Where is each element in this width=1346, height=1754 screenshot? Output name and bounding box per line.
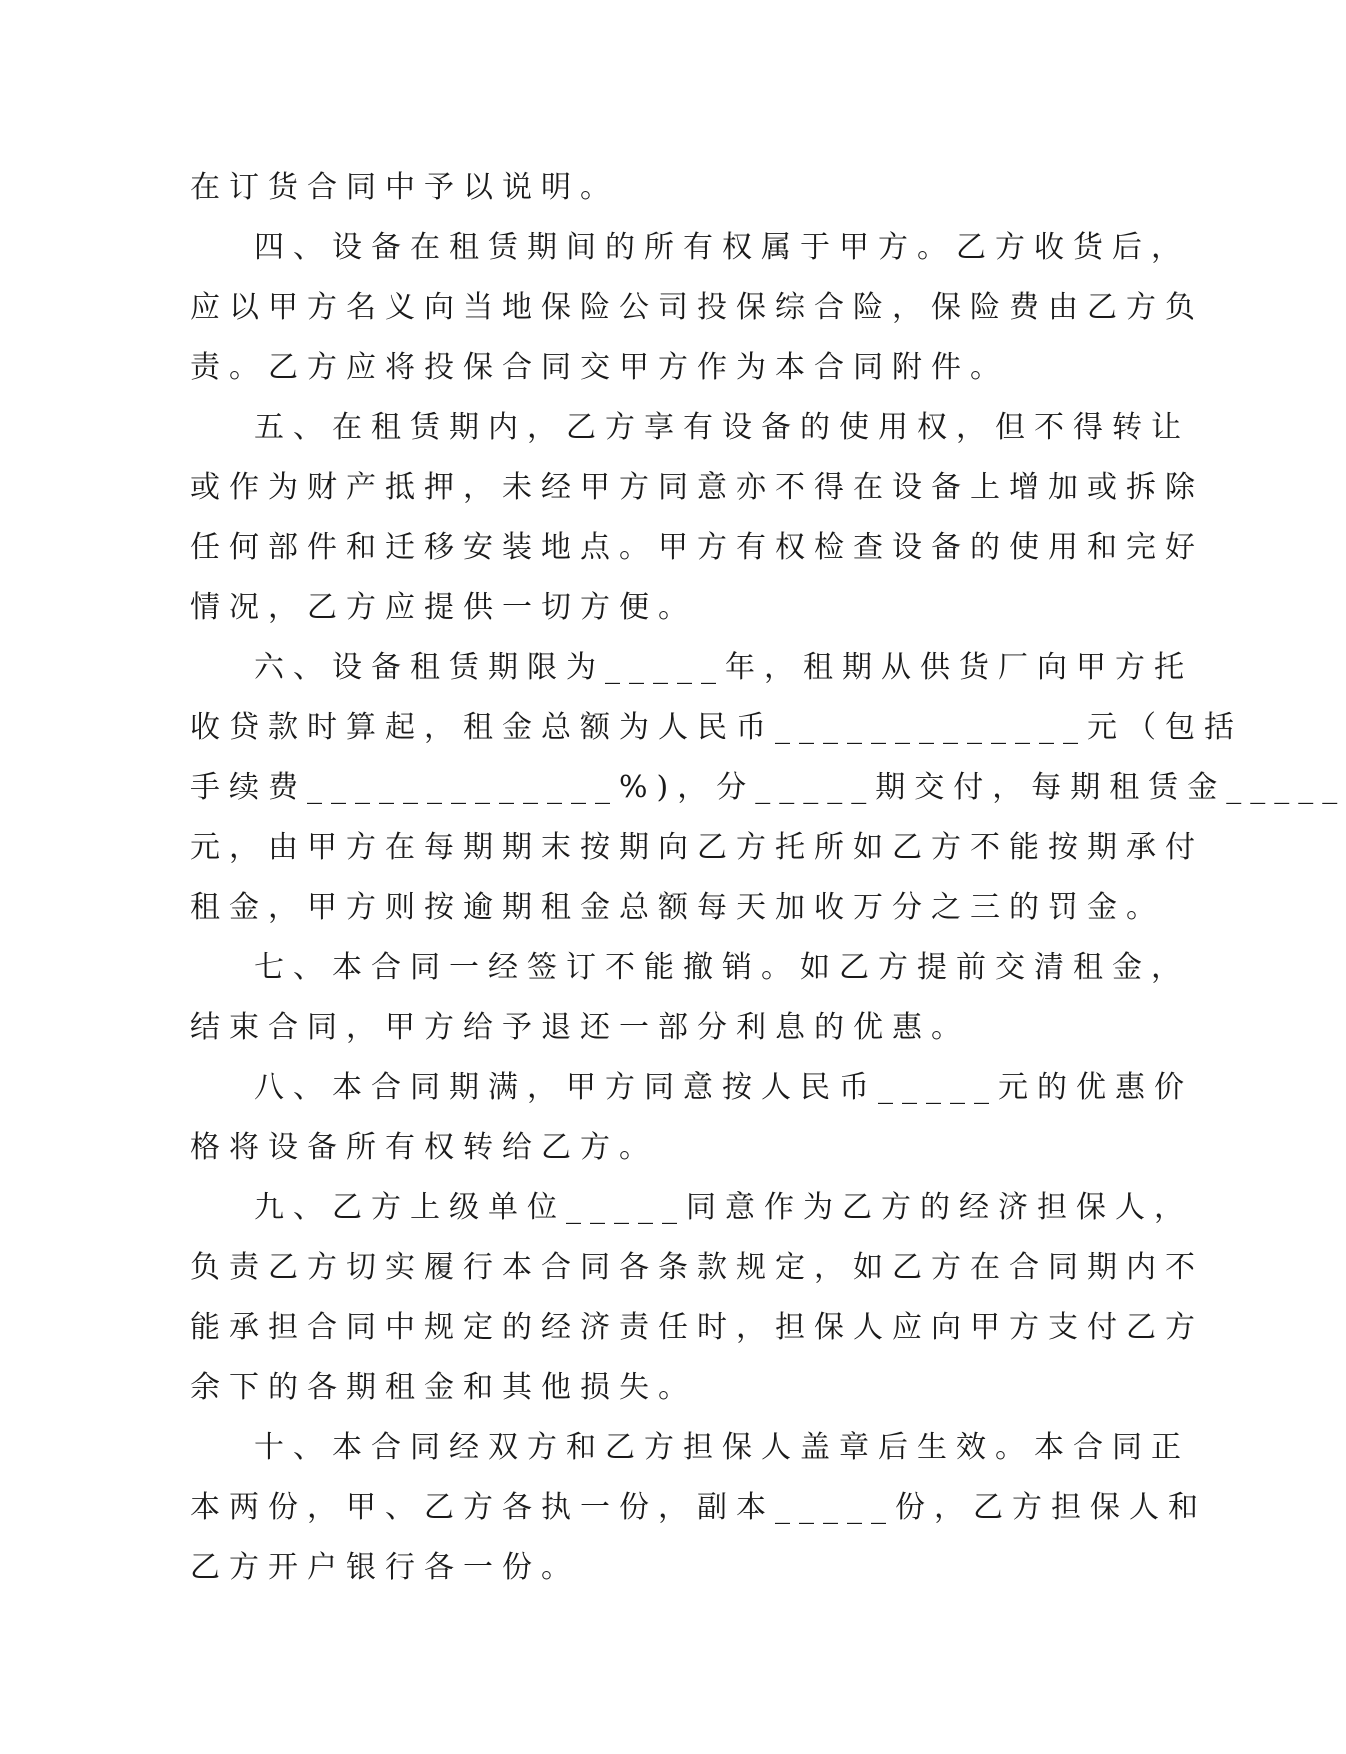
contract-body [190, 158, 1346, 1598]
text-line: 本两份，甲、乙方各执一份，副本_____份，乙方担保人和 [190, 1490, 1207, 1525]
text-line: 收贷款时算起，租金总额为人民币_____________元（包括 [190, 710, 1243, 745]
text-line: 情况，乙方应提供一切方便。 [190, 590, 697, 625]
text-line: 应以甲方名义向当地保险公司投保综合险，保险费由乙方负 [190, 290, 1204, 325]
clause-seven-line: 七、本合同一经签订不能撤销。如乙方提前交清租金， [254, 950, 1190, 985]
clause-six-line: 六、设备租赁期限为_____年，租期从供货厂向甲方托 [254, 650, 1193, 685]
text-line: 乙方开户银行各一份。 [190, 1550, 580, 1585]
text-line: 在订货合同中予以说明。 [190, 170, 619, 205]
text-line: 格将设备所有权转给乙方。 [190, 1130, 658, 1165]
clause-four-line: 四、设备在租赁期间的所有权属于甲方。乙方收货后， [254, 230, 1190, 265]
text-line: 手续费_____________%)，分_____期交付，每期租赁金_____ [190, 770, 1346, 805]
clause-five-line: 五、在租赁期内，乙方享有设备的使用权，但不得转让 [254, 410, 1190, 445]
text-line: 负责乙方切实履行本合同各条款规定，如乙方在合同期内不 [190, 1250, 1204, 1285]
text-line: 能承担合同中规定的经济责任时，担保人应向甲方支付乙方 [190, 1310, 1204, 1345]
text-line: 余下的各期租金和其他损失。 [190, 1370, 697, 1405]
text-line: 或作为财产抵押，未经甲方同意亦不得在设备上增加或拆除 [190, 470, 1204, 505]
text-line: 元，由甲方在每期期末按期向乙方托所如乙方不能按期承付 [190, 830, 1204, 865]
clause-eight-line: 八、本合同期满，甲方同意按人民币_____元的优惠价 [254, 1070, 1193, 1105]
text-line: 结束合同，甲方给予退还一部分利息的优惠。 [190, 1010, 970, 1045]
clause-ten-line: 十、本合同经双方和乙方担保人盖章后生效。本合同正 [254, 1430, 1190, 1465]
text-line: 租金，甲方则按逾期租金总额每天加收万分之三的罚金。 [190, 890, 1165, 925]
clause-nine-line: 九、乙方上级单位_____同意作为乙方的经济担保人， [254, 1190, 1193, 1225]
text-line: 责。乙方应将投保合同交甲方作为本合同附件。 [190, 350, 1009, 385]
text-line: 任何部件和迁移安装地点。甲方有权检查设备的使用和完好 [190, 530, 1204, 565]
